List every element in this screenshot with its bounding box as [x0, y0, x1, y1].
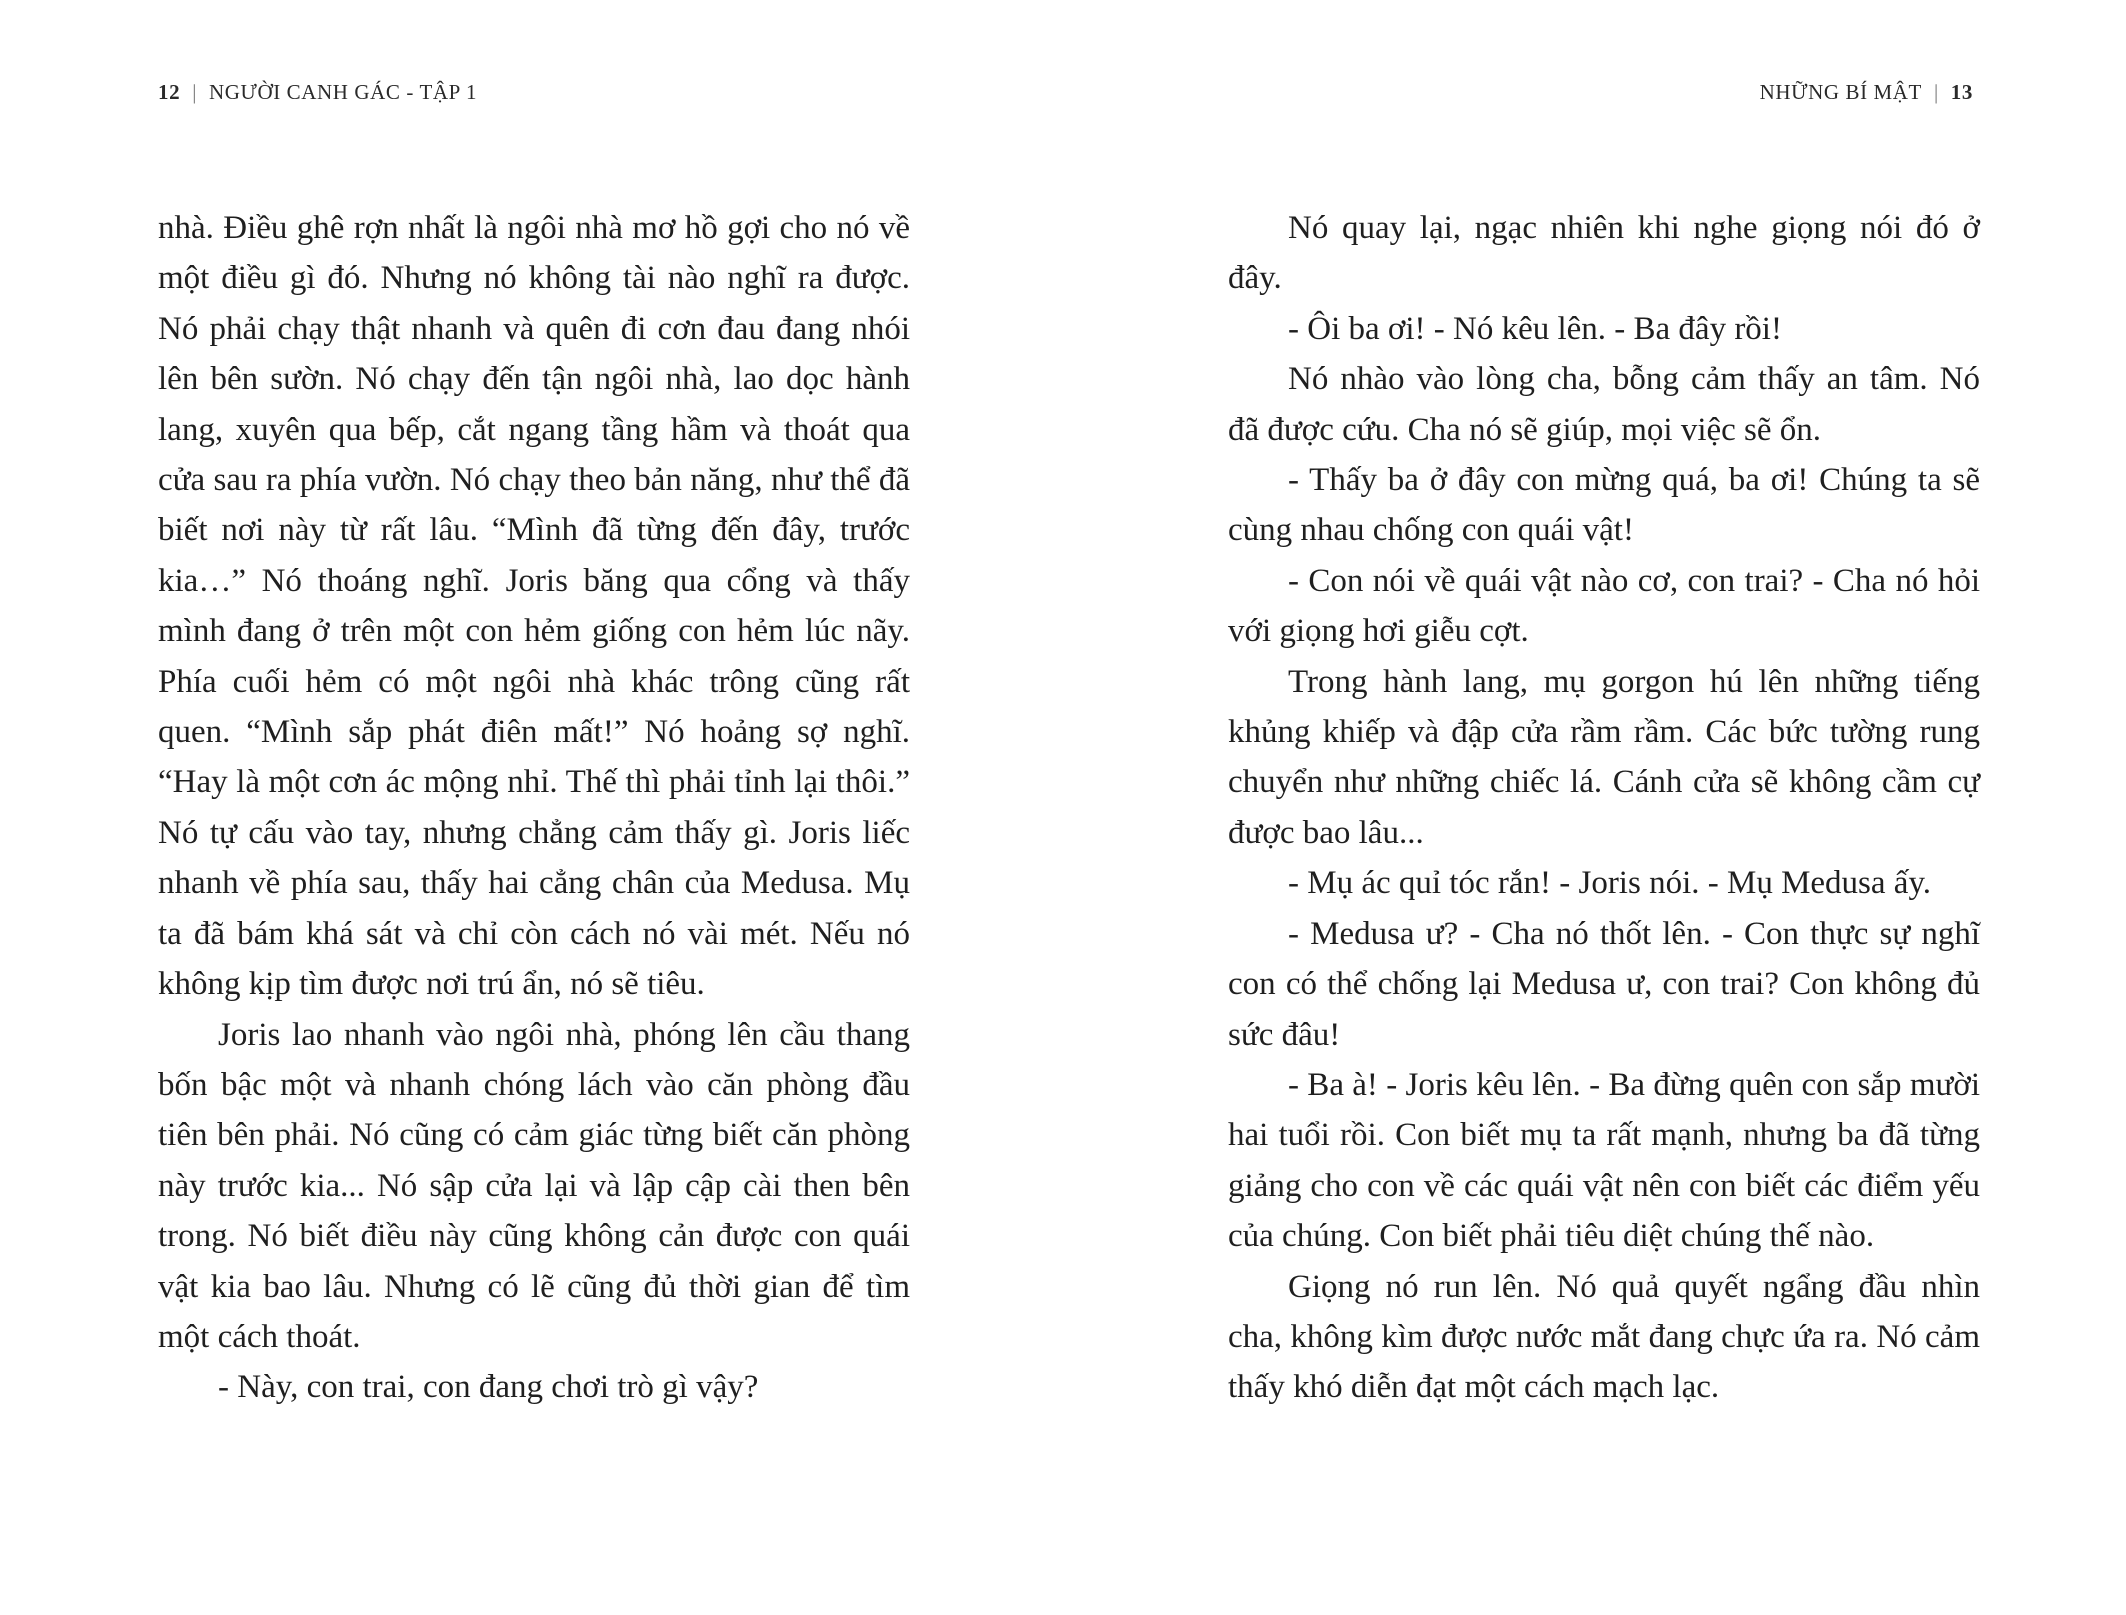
paragraph: Nó nhào vào lòng cha, bỗng cảm thấy an tâm. Nó đã được cứu. Cha nó sẽ giúp, mọi việc sẽ ổn. [1228, 361, 1980, 448]
paragraph: nhà. Điều ghê rợn nhất là ngôi nhà mơ hồ gợi cho nó về một điều gì đó. Nhưng nó không tài nào nghĩ ra được. Nó phải chạy thật nhanh và quên đi cơn đau đang nhói lên bên sườn. Nó chạy đến tận ngôi nhà, lao dọc hành lang, xuyên qua bếp, cắt ngang tầng hầm và thoát qua cửa sau ra phía vườn. Nó chạy theo bản năng, như thể đã biết nơi này từ rất lâu. “Mình đã từng đến đây, trước kia…” Nó thoáng nghĩ. Joris băng qua cổng và thấy mình đang ở trên một con hẻm giống con hẻm lúc nãy. Phía cuối hẻm có một ngôi nhà khác trông cũng rất quen. “Mình sắp phát điên mất!” Nó hoảng sợ nghĩ. “Hay là một cơn ác mộng nhỉ. Thế thì phải tỉnh lại thôi.” Nó tự cấu vào tay, nhưng chẳng cảm thấy gì. Joris liếc nhanh về phía sau, thấy hai cẳng chân của Medusa. Mụ ta đã bám khá sát và chỉ còn cách nó vài mét. Nếu nó không kịp tìm được nơi trú ẩn, nó sẽ tiêu. [158, 210, 910, 1003]
paragraph: - Medusa ư? - Cha nó thốt lên. - Con thực sự nghĩ con có thể chống lại Medusa ư, con trai? Con không đủ sức đâu! [1228, 915, 1980, 1053]
right-page-number: 13 [1950, 80, 1973, 104]
header-separator: | [192, 80, 198, 104]
left-running-title: NGƯỜI CANH GÁC - TẬP 1 [209, 80, 478, 104]
paragraph: - Con nói về quái vật nào cơ, con trai? - Cha nó hỏi với giọng hơi giễu cợt. [1228, 562, 1980, 650]
paragraph: Trong hành lang, mụ gorgon hú lên những tiếng khủng khiếp và đập cửa rầm rầm. Các bức tường rung chuyển như những chiếc lá. Cánh cửa sẽ không cầm cự được bao lâu... [1228, 663, 1980, 851]
right-body-text [1228, 203, 1980, 1413]
paragraph: Nó quay lại, ngạc nhiên khi nghe giọng nói đó ở đây. [1228, 210, 1980, 297]
left-running-head [158, 80, 477, 105]
left-body-text [158, 203, 910, 1413]
paragraph: - Mụ ác quỉ tóc rắn! - Joris nói. - Mụ Medusa ấy. [1288, 865, 1932, 902]
paragraph: Giọng nó run lên. Nó quả quyết ngẩng đầu nhìn cha, không kìm được nước mắt đang chực ứa ra. Nó cảm thấy khó diễn đạt một cách mạch lạc. [1228, 1268, 1980, 1406]
header-separator: | [1933, 80, 1939, 104]
paragraph: - Ôi ba ơi! - Nó kêu lên. - Ba đây rồi! [1288, 310, 1782, 347]
paragraph: - Này, con trai, con đang chơi trò gì vậy? [218, 1369, 759, 1406]
paragraph: Joris lao nhanh vào ngôi nhà, phóng lên cầu thang bốn bậc một và nhanh chóng lách vào căn phòng đầu tiên bên phải. Nó cũng có cảm giác từng biết căn phòng này trước kia... Nó sập cửa lại và lập cập cài then bên trong. Nó biết điều này cũng không cản được con quái vật kia bao lâu. Nhưng có lẽ cũng đủ thời gian để tìm một cách thoát. [158, 1016, 910, 1355]
right-running-head [1760, 80, 1973, 105]
right-running-title: NHỮNG BÍ MẬT [1759, 80, 1922, 104]
right-page [1063, 0, 2126, 1615]
paragraph: - Ba à! - Joris kêu lên. - Ba đừng quên con sắp mười hai tuổi rồi. Con biết mụ ta rất mạnh, nhưng ba đã từng giảng cho con về các quái vật nên con biết các điểm yếu của chúng. Con biết phải tiêu diệt chúng thế nào. [1228, 1066, 1980, 1255]
left-page-number: 12 [158, 80, 181, 104]
paragraph: - Thấy ba ở đây con mừng quá, ba ơi! Chúng ta sẽ cùng nhau chống con quái vật! [1228, 462, 1980, 549]
